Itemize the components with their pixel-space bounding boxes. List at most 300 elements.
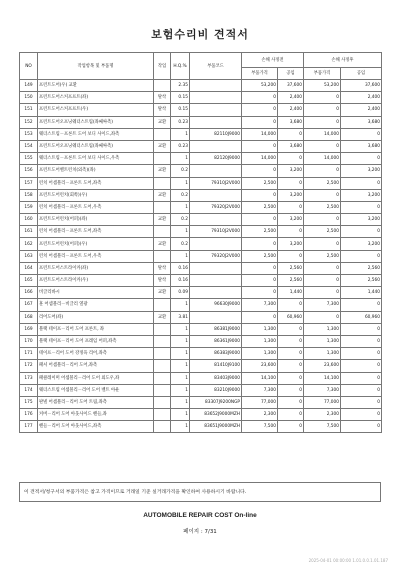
cell-l1: 0	[278, 396, 304, 408]
header-part-code: 부품코드	[190, 53, 242, 80]
cell-item: 웨더스트립 어셈블리－리어 도어 벨트 아운	[38, 384, 154, 396]
table-row	[20, 348, 382, 360]
cell-p1: 2,300	[242, 409, 278, 421]
cell-work	[154, 299, 171, 311]
cell-p2: 0	[304, 189, 341, 201]
cell-no: 161	[20, 226, 38, 238]
cell-p1: 14,100	[242, 372, 278, 384]
cell-l1: 2,560	[278, 262, 304, 274]
cell-p2: 7,300	[304, 299, 341, 311]
cell-l2: 0	[341, 201, 382, 213]
cell-l2: 0	[341, 372, 382, 384]
cell-work	[154, 421, 171, 433]
cell-p1: 0	[242, 92, 278, 104]
cell-no: 170	[20, 335, 38, 347]
cell-no: 166	[20, 287, 38, 299]
cell-item: 프런트도어스커프프트(좌)	[38, 92, 154, 104]
cell-no: 168	[20, 311, 38, 323]
cell-l2: 1,440	[341, 287, 382, 299]
cell-no: 177	[20, 421, 38, 433]
estimate-table	[19, 52, 382, 433]
cell-hq: 1	[171, 323, 190, 335]
table-row	[20, 214, 382, 226]
cell-no: 156	[20, 165, 38, 177]
cell-code	[190, 92, 242, 104]
cell-hq: 1	[171, 177, 190, 189]
cell-item: 프런트도어런치(회쪽)(우)	[38, 189, 154, 201]
cell-code: 83307J9200NGP	[190, 396, 242, 408]
cell-hq: 0.09	[171, 287, 190, 299]
cell-item: 프런트도어스트라이커(우)	[38, 275, 154, 287]
cell-l1: 0	[278, 360, 304, 372]
cell-hq: 0.15	[171, 104, 190, 116]
table-row	[20, 421, 382, 433]
table-row	[20, 201, 382, 213]
cell-l2: 0	[341, 348, 382, 360]
cell-work: 교환	[154, 116, 171, 128]
cell-code	[190, 214, 242, 226]
cell-hq: 1	[171, 335, 190, 347]
cell-work	[154, 396, 171, 408]
table-row	[20, 226, 382, 238]
table-row	[20, 287, 382, 299]
cell-work: 교환	[154, 165, 171, 177]
cell-p1: 14,000	[242, 153, 278, 165]
cell-l1: 0	[278, 299, 304, 311]
table-row	[20, 177, 382, 189]
cell-l2: 3,200	[341, 165, 382, 177]
cell-no: 152	[20, 116, 38, 128]
cell-code: 79320J2V000	[190, 201, 242, 213]
cell-work	[154, 128, 171, 140]
cell-work: 교환	[154, 311, 171, 323]
cell-item: 프런트도어런치(어퍼)(우)	[38, 238, 154, 250]
cell-code: 86381J9000	[190, 323, 242, 335]
cell-no: 163	[20, 250, 38, 262]
cell-code	[190, 80, 242, 92]
cell-hq: 3.81	[171, 311, 190, 323]
cell-l2: 0	[341, 250, 382, 262]
table-row	[20, 311, 382, 323]
cell-no: 151	[20, 104, 38, 116]
cell-no: 164	[20, 262, 38, 274]
header-item: 작업항목 및 부품명	[38, 53, 154, 80]
cell-code	[190, 262, 242, 274]
cell-p2: 0	[304, 165, 341, 177]
cell-work: 교환	[154, 287, 171, 299]
cell-item: 프런트도어(우) 교환	[38, 80, 154, 92]
cell-p2: 7,500	[304, 421, 341, 433]
cell-p2: 14,100	[304, 372, 341, 384]
cell-p1: 0	[242, 262, 278, 274]
cell-item: 프런트도어오프닝웨더스트립(좌쌔싸측)	[38, 140, 154, 152]
cell-code: 86361J9000	[190, 335, 242, 347]
cell-l2: 0	[341, 384, 382, 396]
cell-l1: 37,600	[278, 80, 304, 92]
cell-p2: 1,300	[304, 335, 341, 347]
cell-hq: 1	[171, 226, 190, 238]
cell-code: 96630J9000	[190, 299, 242, 311]
cell-l2: 3,200	[341, 214, 382, 226]
table-row	[20, 250, 382, 262]
cell-p2: 0	[304, 140, 341, 152]
cell-l2: 60,960	[341, 311, 382, 323]
cell-no: 155	[20, 153, 38, 165]
cell-l1: 3,200	[278, 189, 304, 201]
cell-p2: 0	[304, 275, 341, 287]
cell-code: 79310J2V000	[190, 226, 242, 238]
cell-l1: 2,400	[278, 92, 304, 104]
cell-code	[190, 116, 242, 128]
cell-code	[190, 238, 242, 250]
header-work: 작업	[154, 53, 171, 80]
cell-p2: 53,200	[304, 80, 341, 92]
cell-l1: 3,200	[278, 165, 304, 177]
cell-p2: 1,300	[304, 323, 341, 335]
table-row	[20, 323, 382, 335]
cell-no: 172	[20, 360, 38, 372]
cell-work	[154, 80, 171, 92]
cell-item: 리어도어(좌)	[38, 311, 154, 323]
cell-item: 블랙 테이프－리어 도어 프레임 어퍼,좌측	[38, 335, 154, 347]
table-row	[20, 116, 382, 128]
cell-work	[154, 226, 171, 238]
cell-code	[190, 275, 242, 287]
cell-l1: 3,680	[278, 140, 304, 152]
cell-p1: 0	[242, 189, 278, 201]
cell-item: 판넬 어셈블리－리어 도어 트림,좌측	[38, 396, 154, 408]
disclaimer-note: 이 견적서/청구서의 부품가격은 참고 가격이므로 거래일 기준 실거래가격을 확인하여 사용하시기 바랍니다.	[19, 482, 381, 502]
cell-p1: 0	[242, 287, 278, 299]
cell-code: 82120J9000	[190, 153, 242, 165]
cell-l2: 0	[341, 335, 382, 347]
cell-work: 탈착	[154, 275, 171, 287]
cell-p2: 23,600	[304, 360, 341, 372]
cell-l1: 2,400	[278, 104, 304, 116]
cell-work	[154, 384, 171, 396]
cell-p1: 23,600	[242, 360, 278, 372]
cell-work	[154, 153, 171, 165]
cell-p1: 0	[242, 116, 278, 128]
cell-hq: 0.16	[171, 275, 190, 287]
header-after-assessment: 손해 사정후	[304, 53, 382, 68]
cell-p1: 0	[242, 311, 278, 323]
cell-l2: 2,400	[341, 104, 382, 116]
cell-p2: 2,300	[304, 409, 341, 421]
cell-p2: 2,500	[304, 226, 341, 238]
cell-work	[154, 335, 171, 347]
cell-hq: 0.2	[171, 189, 190, 201]
document-title: 보험수리비 견적서	[151, 28, 249, 41]
cell-item: 핸들－리어 도어 아웃사이드,좌측	[38, 421, 154, 433]
cell-no: 158	[20, 189, 38, 201]
cell-l1: 2,560	[278, 275, 304, 287]
cell-work	[154, 323, 171, 335]
table-row	[20, 262, 382, 274]
cell-no: 176	[20, 409, 38, 421]
cell-hq: 1	[171, 360, 190, 372]
cell-hq: 1	[171, 372, 190, 384]
cell-l1: 0	[278, 348, 304, 360]
cell-no: 160	[20, 214, 38, 226]
cell-l1: 0	[278, 177, 304, 189]
cell-p1: 0	[242, 165, 278, 177]
cell-item: 프런트도어스커프프트(우)	[38, 104, 154, 116]
cell-no: 162	[20, 238, 38, 250]
table-row	[20, 360, 382, 372]
cell-no: 157	[20, 177, 38, 189]
cell-item: 패클레이머 어셈블리－리어 도어 외도우,좌	[38, 372, 154, 384]
cell-l1: 0	[278, 128, 304, 140]
cell-item: 프런트도어스트라이커(좌)	[38, 262, 154, 274]
cell-hq: 1	[171, 421, 190, 433]
cell-hq: 0.16	[171, 262, 190, 274]
cell-code: 83651J9000MZH	[190, 421, 242, 433]
table-row	[20, 165, 382, 177]
cell-hq: 1	[171, 153, 190, 165]
cell-code	[190, 287, 242, 299]
cell-code: 86383J9000	[190, 348, 242, 360]
cell-p1: 7,500	[242, 421, 278, 433]
cell-l2: 0	[341, 323, 382, 335]
cell-l1: 0	[278, 421, 304, 433]
cell-p2: 0	[304, 104, 341, 116]
cell-p1: 2,500	[242, 177, 278, 189]
cell-item: 비글리바시	[38, 287, 154, 299]
cell-no: 167	[20, 299, 38, 311]
cell-work: 교환	[154, 238, 171, 250]
cell-work	[154, 360, 171, 372]
cell-item: 프런트도어오프닝웨더스트립(좌쌔싸측)	[38, 116, 154, 128]
header-no: NO	[20, 53, 38, 80]
cell-l2: 3,200	[341, 189, 382, 201]
cell-p2: 0	[304, 262, 341, 274]
header-before-assessment: 손해 사정전	[242, 53, 304, 68]
cell-p1: 1,300	[242, 323, 278, 335]
cell-p1: 53,200	[242, 80, 278, 92]
cell-p2: 77,000	[304, 396, 341, 408]
cell-hq: 1	[171, 250, 190, 262]
cell-code: 82110J9000	[190, 128, 242, 140]
cell-l1: 3,680	[278, 116, 304, 128]
cell-work: 탈착	[154, 262, 171, 274]
cell-hq: 1	[171, 299, 190, 311]
cell-no: 173	[20, 372, 38, 384]
cell-work: 탈착	[154, 104, 171, 116]
cell-l1: 0	[278, 153, 304, 165]
cell-l2: 3,680	[341, 140, 382, 152]
cell-p1: 7,300	[242, 299, 278, 311]
header-hqp: H.Q.%	[171, 53, 190, 80]
cell-no: 159	[20, 201, 38, 213]
cell-work	[154, 201, 171, 213]
cell-hq: 1	[171, 128, 190, 140]
cell-no: 154	[20, 140, 38, 152]
cell-p1: 2,500	[242, 201, 278, 213]
cell-no: 171	[20, 348, 38, 360]
cell-l1: 60,960	[278, 311, 304, 323]
table-row	[20, 238, 382, 250]
cell-item: 프런트도어벨트런치(외측)(좌)	[38, 165, 154, 177]
cell-l1: 0	[278, 250, 304, 262]
header-labor-after: 공임	[341, 68, 382, 80]
cell-hq: 1	[171, 396, 190, 408]
table-row	[20, 153, 382, 165]
cell-item: 런치 어셈블리－프론트 도어,좌측	[38, 177, 154, 189]
cell-hq: 1	[171, 384, 190, 396]
footer-title: AUTOMOBILE REPAIR COST On-line	[143, 512, 257, 519]
cell-l1: 0	[278, 226, 304, 238]
cell-p2: 2,500	[304, 250, 341, 262]
cell-l2: 0	[341, 421, 382, 433]
cell-l2: 0	[341, 128, 382, 140]
cell-p1: 77,000	[242, 396, 278, 408]
cell-p1: 0	[242, 140, 278, 152]
cell-l1: 3,200	[278, 214, 304, 226]
table-row	[20, 80, 382, 92]
cell-l2: 0	[341, 409, 382, 421]
cell-work: 교환	[154, 214, 171, 226]
header-parts-price-after: 부품가격	[304, 68, 341, 80]
cell-code	[190, 140, 242, 152]
cell-p1: 1,300	[242, 348, 278, 360]
cell-no: 175	[20, 396, 38, 408]
cell-l2: 0	[341, 396, 382, 408]
cell-hq: 0.2	[171, 214, 190, 226]
cell-item: 훈 어셈블리－비글러 열광	[38, 299, 154, 311]
cell-p2: 14,000	[304, 128, 341, 140]
cell-p1: 0	[242, 104, 278, 116]
cell-l1: 0	[278, 323, 304, 335]
cell-p2: 0	[304, 311, 341, 323]
cell-code: 81410J9100	[190, 360, 242, 372]
cell-no: 150	[20, 92, 38, 104]
print-stamp: 2025-04-01 00:00:00 1.01.0.0.1.01.187	[308, 558, 388, 563]
table-row	[20, 372, 382, 384]
cell-no: 169	[20, 323, 38, 335]
cell-p1: 7,300	[242, 384, 278, 396]
cell-no: 153	[20, 128, 38, 140]
cell-l2: 0	[341, 177, 382, 189]
cell-hq: 0.15	[171, 92, 190, 104]
table-row	[20, 335, 382, 347]
cell-l2: 2,400	[341, 92, 382, 104]
cell-l2: 37,600	[341, 80, 382, 92]
cell-p1: 0	[242, 275, 278, 287]
cell-l1: 0	[278, 201, 304, 213]
table-row	[20, 128, 382, 140]
cell-item: 웨더스트립－프론트 도어 보디 사이드,우측	[38, 153, 154, 165]
cell-code	[190, 311, 242, 323]
page-number: 페이지 : 7/31	[183, 529, 217, 535]
cell-p2: 14,000	[304, 153, 341, 165]
cell-code	[190, 189, 242, 201]
cell-l1: 0	[278, 384, 304, 396]
cell-no: 174	[20, 384, 38, 396]
cell-p1: 1,300	[242, 335, 278, 347]
cell-hq: 1	[171, 201, 190, 213]
cell-l1: 0	[278, 372, 304, 384]
cell-work	[154, 177, 171, 189]
table-row	[20, 396, 382, 408]
cell-p2: 0	[304, 116, 341, 128]
cell-p2: 0	[304, 214, 341, 226]
cell-l2: 3,200	[341, 238, 382, 250]
cell-l2: 0	[341, 299, 382, 311]
cell-item: 패셔 어셈블리－리어 도어,좌측	[38, 360, 154, 372]
cell-p2: 0	[304, 238, 341, 250]
table-row	[20, 275, 382, 287]
cell-l2: 0	[341, 153, 382, 165]
cell-item: 커버－리어 도어 아웃사이드 핸들,좌	[38, 409, 154, 421]
header-labor-before: 공임	[278, 68, 304, 80]
cell-p1: 14,000	[242, 128, 278, 140]
cell-p1: 0	[242, 238, 278, 250]
table-row	[20, 384, 382, 396]
cell-p2: 1,300	[304, 348, 341, 360]
cell-item: 런치 어셈블리－프론트 도어,우측	[38, 250, 154, 262]
cell-code: 79320J2V000	[190, 250, 242, 262]
cell-work	[154, 372, 171, 384]
table-row	[20, 140, 382, 152]
cell-p2: 2,500	[304, 177, 341, 189]
cell-hq: 1	[171, 348, 190, 360]
cell-work	[154, 250, 171, 262]
cell-code: 83210J9000	[190, 384, 242, 396]
cell-p1: 2,500	[242, 250, 278, 262]
table-row	[20, 409, 382, 421]
cell-work: 교환	[154, 189, 171, 201]
cell-item: 테이프－리어 도어 강정육 리어,좌측	[38, 348, 154, 360]
cell-item: 런치 어셈블리－프론트 도어,좌측	[38, 226, 154, 238]
table-row	[20, 299, 382, 311]
cell-p2: 2,500	[304, 201, 341, 213]
cell-hq: 0.23	[171, 140, 190, 152]
cell-code: 83403J9000	[190, 372, 242, 384]
table-row	[20, 189, 382, 201]
cell-code	[190, 165, 242, 177]
table-row	[20, 92, 382, 104]
cell-l2: 3,680	[341, 116, 382, 128]
cell-l2: 2,560	[341, 262, 382, 274]
cell-code: 79310J2V000	[190, 177, 242, 189]
cell-l2: 0	[341, 360, 382, 372]
cell-hq: 0.2	[171, 165, 190, 177]
cell-item: 블랙 테이프－리어 도어 프론트, 좌	[38, 323, 154, 335]
cell-hq: 1	[171, 409, 190, 421]
cell-code: 83652J9000MZH	[190, 409, 242, 421]
cell-no: 165	[20, 275, 38, 287]
cell-code	[190, 104, 242, 116]
cell-p2: 7,300	[304, 384, 341, 396]
cell-no: 149	[20, 80, 38, 92]
cell-item: 웨더스트립－프론트 도어 보디 사이드,좌측	[38, 128, 154, 140]
cell-p1: 2,500	[242, 226, 278, 238]
cell-hq: 0.2	[171, 238, 190, 250]
cell-l2: 0	[341, 226, 382, 238]
table-row	[20, 104, 382, 116]
cell-work: 탈착	[154, 92, 171, 104]
cell-item: 프런트도어런치(어퍼)(좌)	[38, 214, 154, 226]
header-parts-price-before: 부품가격	[242, 68, 278, 80]
cell-l2: 2,560	[341, 275, 382, 287]
cell-hq: 2.35	[171, 80, 190, 92]
cell-p2: 0	[304, 92, 341, 104]
cell-l1: 0	[278, 409, 304, 421]
cell-work: 교환	[154, 140, 171, 152]
cell-work	[154, 348, 171, 360]
cell-hq: 0.23	[171, 116, 190, 128]
